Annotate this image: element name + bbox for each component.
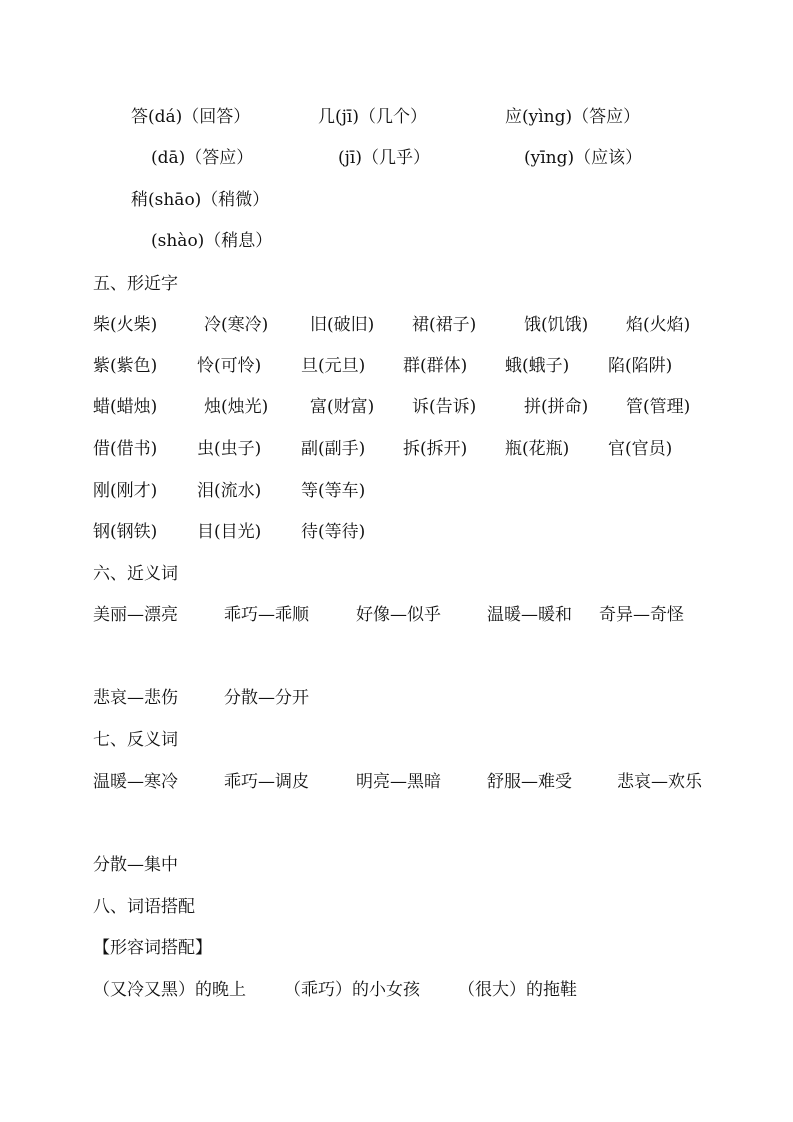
polyphone-ji1-a: 几(jī)（几个） xyxy=(318,107,427,127)
polyphone-shao1: 稍(shāo)（稍微） xyxy=(131,190,270,210)
polyphone-da2: 答(dá)（回答） xyxy=(131,107,251,127)
word-item: 富(财富) xyxy=(310,397,375,417)
polyphone-shao4: (shào)（稍息） xyxy=(151,231,273,251)
word-item: 待(等待) xyxy=(301,522,366,542)
word-item: 柴(火柴) xyxy=(93,315,158,335)
polyphone-ying1: (yīng)（应该） xyxy=(524,148,643,168)
synonym-pair: 悲哀—悲伤 xyxy=(93,688,178,708)
antonym-pair: 悲哀—欢乐 xyxy=(617,772,702,792)
word-item: 旦(元旦) xyxy=(301,356,366,376)
polyphone-ji1-b: (jī)（几乎） xyxy=(338,148,430,168)
synonym-pair: 奇异—奇怪 xyxy=(599,605,684,625)
word-item: 饿(饥饿) xyxy=(524,315,589,335)
collocation-item: （乖巧）的小女孩 xyxy=(284,980,420,1000)
word-item: 副(副手) xyxy=(301,439,366,459)
word-item: 管(管理) xyxy=(626,397,691,417)
word-item: 官(官员) xyxy=(608,439,673,459)
antonym-pair: 舒服—难受 xyxy=(487,772,572,792)
antonym-pair: 乖巧—调皮 xyxy=(224,772,309,792)
synonym-pair: 分散—分开 xyxy=(224,688,309,708)
word-item: 诉(告诉) xyxy=(412,397,477,417)
word-item: 烛(烛光) xyxy=(204,397,269,417)
word-item: 蜡(蜡烛) xyxy=(93,397,158,417)
antonym-pair: 温暖—寒冷 xyxy=(93,772,178,792)
word-item: 拼(拼命) xyxy=(524,397,589,417)
word-item: 冷(寒冷) xyxy=(204,315,269,335)
word-item: 等(等车) xyxy=(301,481,366,501)
antonym-pair: 明亮—黑暗 xyxy=(356,772,441,792)
polyphone-da1: (dā)（答应） xyxy=(151,148,254,168)
polyphone-ying4: 应(yìng)（答应） xyxy=(505,107,641,127)
synonym-pair: 乖巧—乖顺 xyxy=(224,605,309,625)
word-item: 焰(火焰) xyxy=(626,315,691,335)
collocation-item: （很大）的拖鞋 xyxy=(458,980,577,1000)
word-item: 虫(虫子) xyxy=(197,439,262,459)
section6-title: 六、近义词 xyxy=(93,564,178,584)
section5-title: 五、形近字 xyxy=(93,274,178,294)
synonym-pair: 温暖—暖和 xyxy=(487,605,572,625)
word-item: 目(目光) xyxy=(197,522,262,542)
word-item: 拆(拆开) xyxy=(403,439,468,459)
word-item: 泪(流水) xyxy=(197,481,262,501)
word-item: 瓶(花瓶) xyxy=(505,439,570,459)
synonym-pair: 好像—似乎 xyxy=(356,605,441,625)
word-item: 紫(紫色) xyxy=(93,356,158,376)
synonym-pair: 美丽—漂亮 xyxy=(93,605,178,625)
antonym-pair: 分散—集中 xyxy=(93,855,178,875)
word-item: 裙(裙子) xyxy=(412,315,477,335)
section7-title: 七、反义词 xyxy=(93,730,178,750)
word-item: 刚(刚才) xyxy=(93,481,158,501)
word-item: 陷(陷阱) xyxy=(608,356,673,376)
word-item: 群(群体) xyxy=(403,356,468,376)
section8-title: 八、词语搭配 xyxy=(93,897,195,917)
word-item: 旧(破旧) xyxy=(310,315,375,335)
word-item: 借(借书) xyxy=(93,439,158,459)
section8-subtitle: 【形容词搭配】 xyxy=(93,938,212,958)
word-item: 蛾(蛾子) xyxy=(505,356,570,376)
word-item: 钢(钢铁) xyxy=(93,522,158,542)
collocation-item: （又冷又黑）的晚上 xyxy=(93,980,246,1000)
word-item: 怜(可怜) xyxy=(197,356,262,376)
